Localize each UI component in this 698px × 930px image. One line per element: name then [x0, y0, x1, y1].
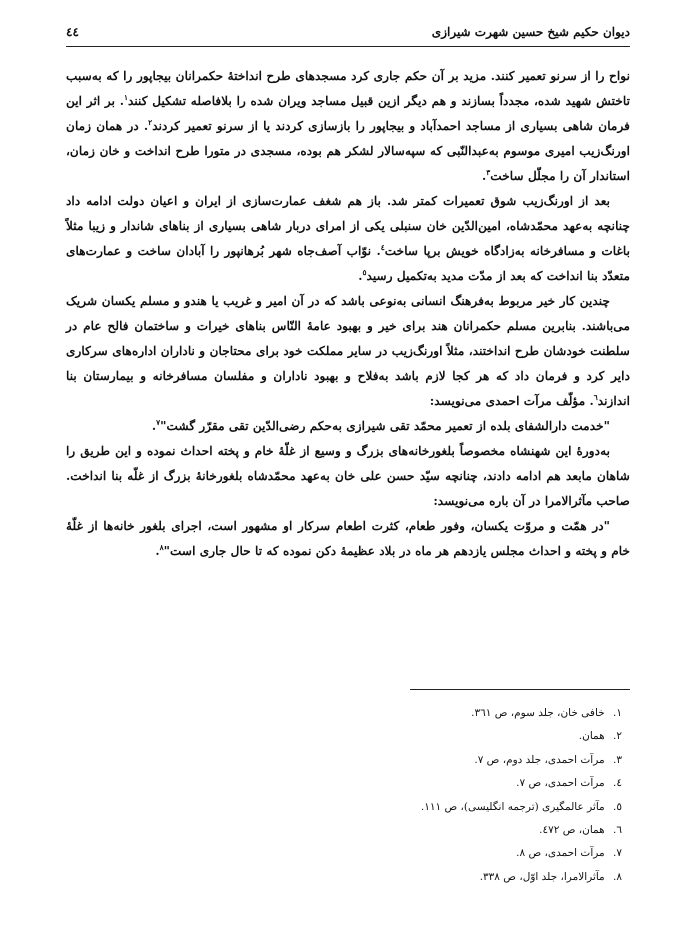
text-run: .	[151, 419, 157, 433]
footnote-ref: ٢	[148, 117, 153, 127]
text-run: .	[155, 544, 160, 558]
book-title: دیوان حکیم شیخ حسین شهرت شیرازی	[431, 25, 630, 39]
text-run: . در همان زمان اورنگ‌زیب امیری موسوم به‌عبدالنّبی که سپه‌سالار لشکر هم بوده، مسجدی در متورا طرح انداخت و خان زمان، استاندار آن را مجلّل ساخت	[66, 119, 630, 183]
text-run: . نوّاب آصف‌جاه شهر بُرهانپور را آبادان ساخت و عمارت‌های متعدّد بنا انداخت که بعد از مدّت مدید به‌تکمیل رسید	[66, 244, 630, 283]
footnote-item	[66, 819, 622, 842]
main-text	[66, 64, 630, 564]
footnote-item	[66, 796, 622, 819]
footnote-ref: ٥	[362, 267, 367, 277]
footnote-ref: ٣	[486, 167, 491, 177]
text-run: . بر اثر این فرمان شاهی بسیاری از مساجد احمدآباد و بیجاپور را بازسازی کردند یا از سرنو تعمیر کردند	[66, 94, 631, 133]
footnote-number: ٦.	[613, 824, 622, 837]
footnote-item	[66, 702, 622, 725]
footnote-ref: ٧	[156, 417, 161, 427]
footnote-ref: ١	[123, 92, 128, 102]
header-rule	[66, 46, 630, 47]
footnote-text: مرآت احمدی، جلد دوم، ص ٧.	[474, 753, 605, 766]
footnote-number: ٤.	[613, 777, 622, 790]
paragraph	[66, 514, 630, 564]
paragraph	[66, 414, 630, 439]
text-run: نواح را از سرنو تعمیر کنند. مزید بر آن حکم جاری کرد مسجدهای طرح انداختهٔ حکمرانان بیجاپور را که به‌سبب تاختش شهید شده، مجدداً بسازند و هم دیگر ازین قبیل مساجد ویران شده را بلافاصله تشکیل کنند	[66, 69, 630, 108]
footnote-number: ٢.	[613, 730, 622, 743]
footnote-ref: ٦	[593, 392, 598, 402]
footnote-text: خافی خان، جلد سوم، ص ٣٦١.	[471, 707, 605, 719]
text-run: .	[482, 169, 487, 183]
footnote-separator	[410, 689, 630, 690]
footnote-text: مآثر عالمگیری (ترجمه انگلیسی)، ص ١١١.	[420, 800, 605, 813]
text-run: "در همّت و مروّت یکسان، وفور طعام، کثرت اطعام سرکار او مشهور است، اجرای بلغور خانه‌ها از غلّهٔ خام و پخته و احداث مجلس یازدهم هر ماه در بلاد عظیمهٔ دکن نموده که تا حال جاری است"	[66, 519, 630, 558]
paragraph	[66, 439, 630, 514]
text-run: . مؤلّف مرآت احمدی می‌نویسد:	[429, 394, 594, 408]
footnote-number: ١.	[613, 707, 622, 719]
text-run: "خدمت دارالشفای بلده از تعمیر محمّد تقی شیرازی به‌حکم رضی‌الدّین تقی مقرّر گشت"	[160, 419, 610, 433]
footnote-text: مرآت احمدی، ص ٨.	[516, 847, 605, 860]
page-number: ٤٤	[66, 25, 79, 39]
footnote-number: ٥.	[613, 800, 622, 813]
footnote-number: ٧.	[613, 847, 622, 860]
footnote-ref: ٤	[380, 242, 385, 252]
footnote-item	[66, 725, 622, 748]
paragraph	[66, 189, 630, 289]
footnote-item	[66, 866, 622, 889]
footnote-text: مآثرالامرا، جلد اوّل، ص ٣٣٨.	[479, 870, 605, 883]
footnote-item	[66, 772, 622, 795]
footnote-ref: ٨	[159, 542, 164, 552]
text-run: به‌دورهٔ این شهنشاه مخصوصاً بلغورخانه‌های بزرگ و وسیع از غلّهٔ خام و پخته احداث نموده و این طریق را شاهان مابعد هم ادامه دادند، چنانچه سیّد حسن علی خان به‌عهد محمّدشاه بلغورخانهٔ بزرگ از غلّه بنا انداخت. صاحب مآثرالامرا در آن باره می‌نویسد:	[66, 444, 630, 508]
paragraph	[66, 289, 630, 414]
footnote-text: همان، ص ٤٧٢.	[539, 824, 605, 837]
footnote-item	[66, 842, 622, 865]
footnote-item	[66, 749, 622, 772]
running-header	[66, 19, 630, 45]
footnotes	[66, 702, 622, 889]
paragraph	[66, 64, 630, 189]
text-run: بعد از اورنگ‌زیب شوق تعمیرات کمتر شد. باز هم شغف عمارت‌سازی از ایران و اعیان دولت ادامه داد چنانچه به‌عهد محمّدشاه، امین‌الدّین خان سنبلی یکی از امرای دربار شاهی بسیاری از بناهای شاندار و زیبا مثلاً باغات و مسافرخانه به‌زادگاه خویش برپا ساخت	[66, 194, 630, 258]
footnote-number: ٨.	[613, 870, 622, 883]
footnote-number: ٣.	[613, 753, 622, 766]
footnote-text: همان.	[578, 730, 605, 743]
text-run: چندین کار خیر مربوط به‌فرهنگ انسانی به‌نوعی باشد که در آن امیر و غریب یا هندو و مسلم یکسان شریک می‌باشند. بنابرین مسلم حکمرانان هند برای خیر و بهبود عامهٔ النّاس بناهای خیرات و ساختمان فالح عام در سلطنت خودشان طرح انداختند، مثلاً اورنگ‌زیب در سایر مملکت خود برای محتاجان و ناداران اداره‌های سرکاری دایر کرد و فرمان داد که هر کجا لازم باشد به‌فلاح و بهبود ناداران و مفلسان مسافرخانه و بیمارستان بنا اندازند	[66, 294, 630, 408]
footnote-text: مرآت احمدی، ص ٧.	[516, 777, 605, 790]
text-run: .	[358, 269, 363, 283]
